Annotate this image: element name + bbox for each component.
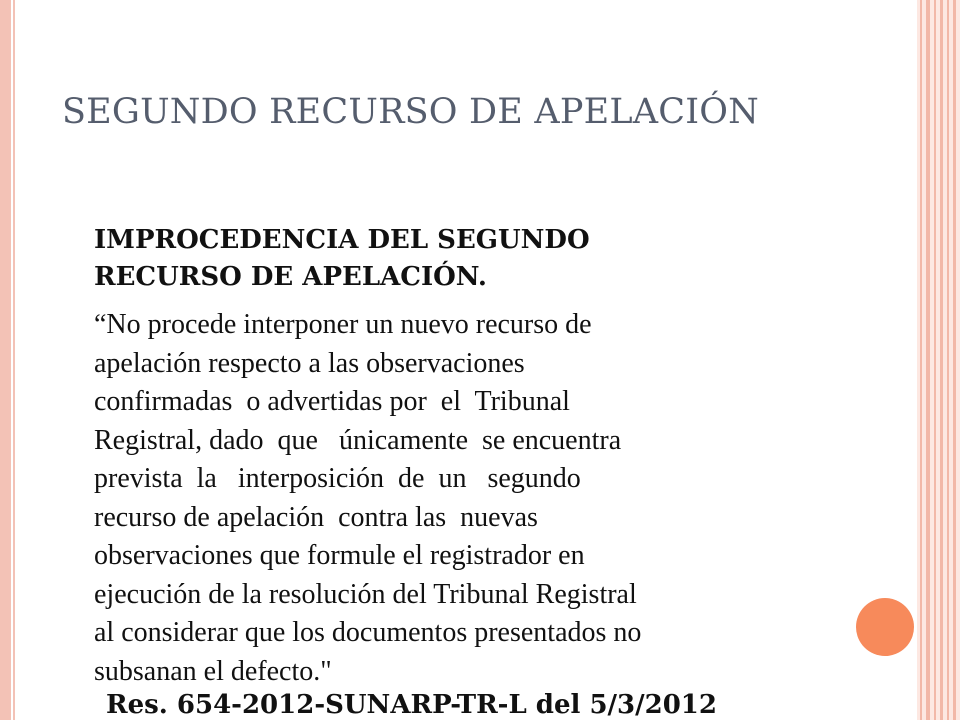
quote-paragraph <box>94 306 854 691</box>
accent-circle <box>856 598 914 656</box>
left-border <box>0 0 11 720</box>
subheading-line: IMPROCEDENCIA DEL SEGUNDO <box>94 225 590 255</box>
right-stripe <box>934 0 936 720</box>
subheading <box>94 222 814 296</box>
quote-line: recurso de apelación contra las nuevas <box>94 501 538 533</box>
left-border-line <box>13 0 15 720</box>
right-stripe <box>947 0 949 720</box>
quote-line: observaciones que formule el registrador en <box>94 540 585 571</box>
right-stripe <box>940 0 943 720</box>
right-stripe <box>953 0 956 720</box>
subheading-line: RECURSO DE APELACIÓN. <box>94 262 487 292</box>
quote-line: apelación respecto a las observaciones <box>94 347 525 379</box>
quote-line: prevista la interposición de un segundo <box>94 463 581 494</box>
quote-line: Registral, dado que únicamente se encuentra <box>94 424 622 456</box>
quote-line: al considerar que los documentos presentados no <box>94 617 642 648</box>
right-stripe <box>926 0 930 720</box>
citation: Res. 654-2012-SUNARP-TR-L del 5/3/2012 <box>106 690 717 720</box>
quote-line: confirmadas o advertidas por el Tribunal <box>94 386 570 417</box>
right-stripe <box>920 0 922 720</box>
quote-line: subsanan el defecto." <box>94 655 332 687</box>
quote-line: “No procede interponer un nuevo recurso de <box>94 309 592 340</box>
quote-line: ejecución de la resolución del Tribunal Registral <box>94 578 637 610</box>
slide-title: SEGUNDO RECURSO DE APELACIÓN <box>62 92 759 132</box>
